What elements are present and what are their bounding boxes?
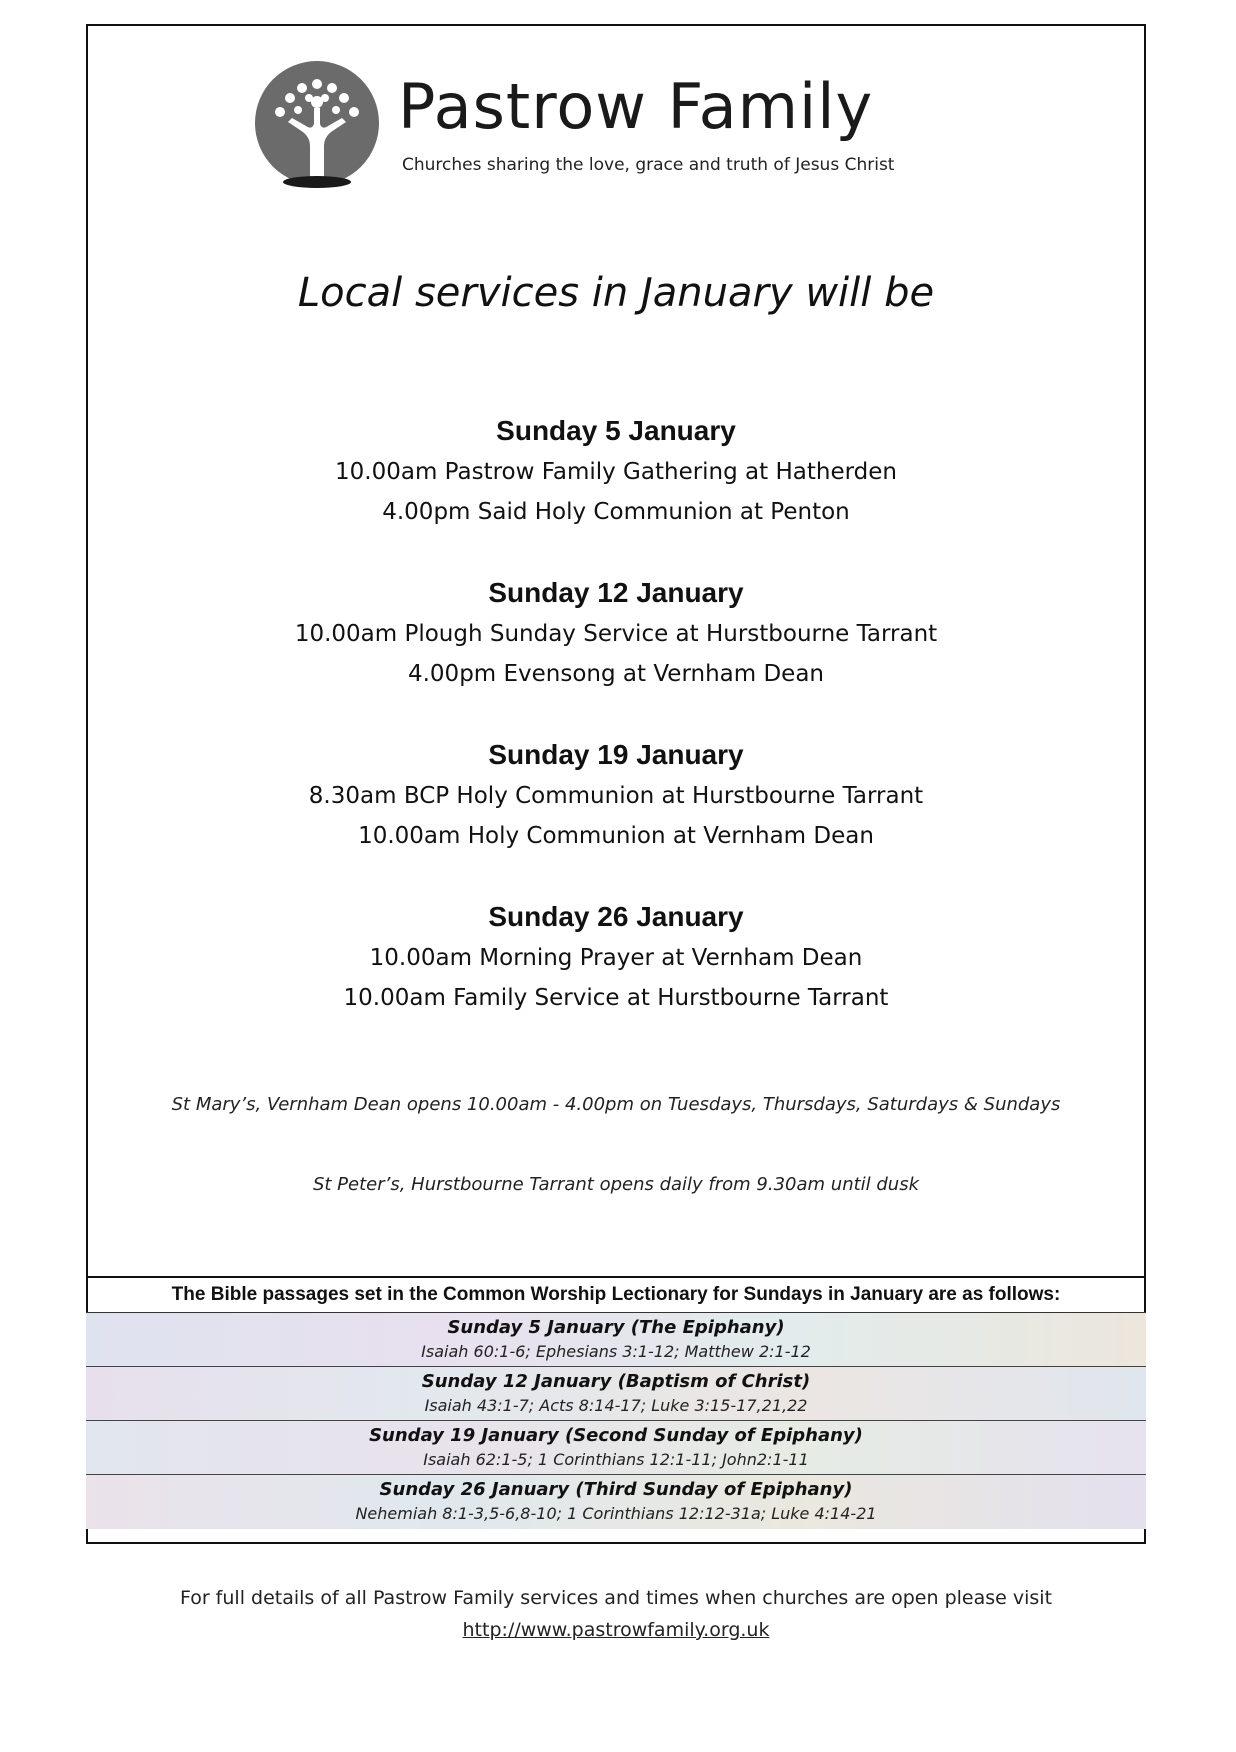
service-day-title: Sunday 5 January [496, 415, 736, 446]
lectionary-row [86, 1313, 1146, 1367]
service-day [86, 410, 1146, 572]
lectionary-row [86, 1367, 1146, 1421]
service-line: 10.00am Plough Sunday Service at Hurstbourne Tarrant [294, 621, 938, 647]
lectionary-refs: Isaiah 43:1-7; Acts 8:14-17; Luke 3:15-17,21,22 [424, 1396, 808, 1415]
lectionary-day: Sunday 19 January (Second Sunday of Epiphany) [369, 1425, 863, 1446]
footer-text: For full details of all Pastrow Family services and times when churches are open please visit [179, 1587, 1053, 1609]
service-day [86, 572, 1146, 734]
page-title: Local services in January will be [297, 270, 935, 316]
org-tagline: Churches sharing the love, grace and truth of Jesus Christ [402, 155, 895, 175]
service-day-title: Sunday 19 January [488, 739, 744, 770]
service-line: 4.00pm Said Holy Communion at Penton [382, 499, 850, 525]
footer [86, 1582, 1146, 1646]
lectionary-day: Sunday 12 January (Baptism of Christ) [421, 1371, 811, 1392]
service-line: 10.00am Pastrow Family Gathering at Hatherden [335, 459, 897, 485]
lectionary-table [86, 1276, 1146, 1544]
lectionary-day: Sunday 26 January (Third Sunday of Epiphany) [379, 1479, 853, 1500]
service-day-title: Sunday 26 January [488, 901, 744, 932]
lectionary-heading: The Bible passages set in the Common Worship Lectionary for Sundays in January are as follows: [86, 1278, 1146, 1313]
service-line: 8.30am BCP Holy Communion at Hurstbourne Tarrant [308, 783, 924, 809]
service-line: 10.00am Morning Prayer at Vernham Dean [369, 945, 863, 971]
lectionary-refs: Isaiah 62:1-5; 1 Corinthians 12:1-11; John2:1-11 [423, 1450, 809, 1469]
service-line: 10.00am Holy Communion at Vernham Dean [358, 823, 874, 849]
header [166, 36, 1036, 186]
lectionary-row [86, 1475, 1146, 1529]
lectionary-refs: Isaiah 60:1-6; Ephesians 3:1-12; Matthew 2:1-12 [421, 1342, 811, 1361]
lectionary-day: Sunday 5 January (The Epiphany) [447, 1317, 785, 1338]
service-line: 10.00am Family Service at Hurstbourne Tarrant [343, 985, 889, 1011]
services-list [86, 410, 1146, 1058]
st-peters-opening-note: St Peter’s, Hurstbourne Tarrant opens daily from 9.30am until dusk [312, 1174, 920, 1195]
website-link[interactable]: http://www.pastrowfamily.org.uk [462, 1619, 770, 1641]
lectionary-row [86, 1421, 1146, 1475]
st-marys-opening-note: St Mary’s, Vernham Dean opens 10.00am - 4.00pm on Tuesdays, Thursdays, Saturdays & Sundays [171, 1094, 1061, 1115]
service-day [86, 896, 1146, 1058]
org-name: Pastrow Family [398, 70, 874, 143]
tree-logo-icon [252, 58, 382, 188]
service-day-title: Sunday 12 January [488, 577, 744, 608]
service-line: 4.00pm Evensong at Vernham Dean [407, 661, 824, 687]
lectionary-refs: Nehemiah 8:1-3,5-6,8-10; 1 Corinthians 12:12-31a; Luke 4:14-21 [355, 1504, 877, 1523]
service-day [86, 734, 1146, 896]
